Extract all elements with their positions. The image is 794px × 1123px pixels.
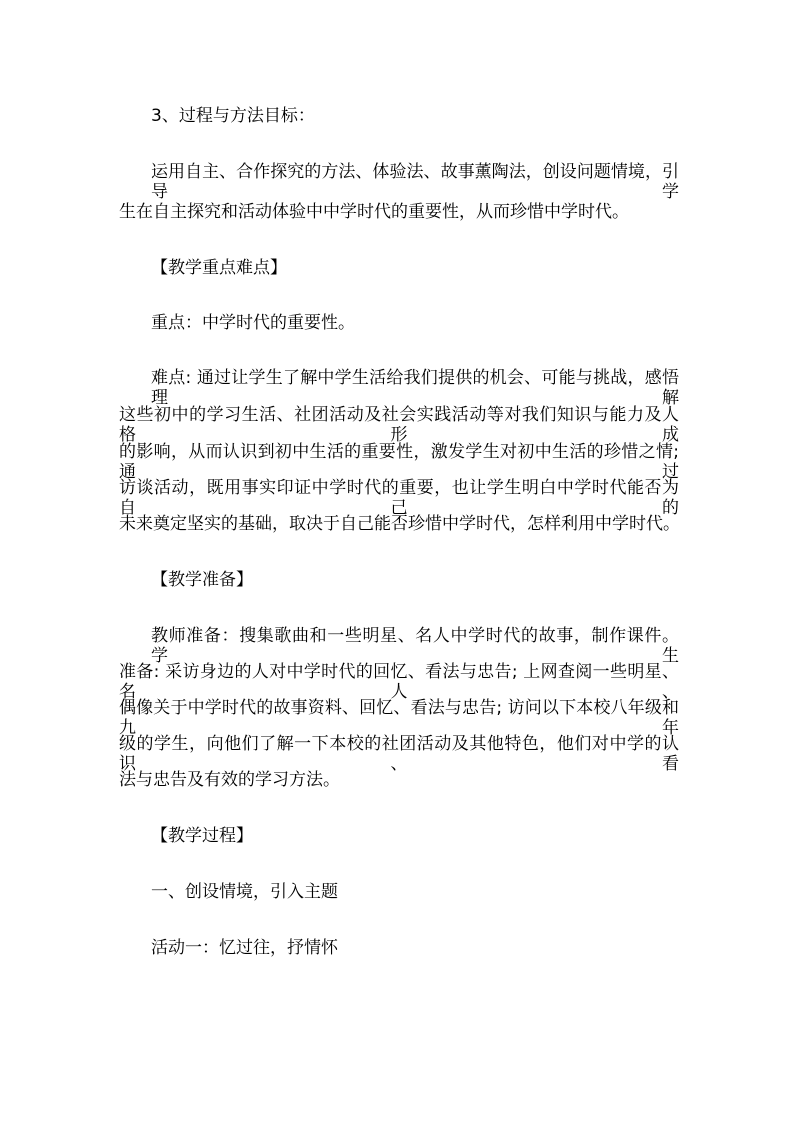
paragraph-line: 准备: 采访身边的人对中学时代的回忆、看法与忠告; 上网查阅一些明星、名人、 <box>119 662 679 702</box>
heading-teaching-preparation: 【教学准备】 <box>151 570 253 590</box>
section-heading-process-method: 3、过程与方法目标： <box>151 106 315 126</box>
paragraph-line: 未来奠定坚实的基础，取决于自己能否珍惜中学时代，怎样利用中学时代。 <box>119 514 680 534</box>
paragraph-line: 教师准备：搜集歌曲和一些明星、名人中学时代的故事，制作课件。 学生 <box>151 626 679 666</box>
paragraph-line: 访谈活动，既用事实印证中学时代的重要，也让学生明白中学时代能否为自己的 <box>119 478 679 518</box>
paragraph-line: 的影响，从而认识到初中生活的重要性，激发学生对初中生活的珍惜之情; 通过 <box>119 442 679 482</box>
paragraph-line: 级的学生，向他们了解一下本校的社团活动及其他特色，他们对中学的认识、看 <box>119 734 679 774</box>
section-create-situation: 一、创设情境，引入主题 <box>151 882 338 902</box>
activity-one-title: 活动一：忆过往，抒情怀 <box>151 938 338 958</box>
heading-key-difficult-points: 【教学重点难点】 <box>151 258 287 278</box>
paragraph-line: 这些初中的学习生活、社团活动及社会实践活动等对我们知识与能力及人格形成 <box>119 405 679 445</box>
paragraph-line: 运用自主、合作探究的方法、体验法、故事薰陶法，创设问题情境，引导学 <box>151 162 679 202</box>
paragraph-line: 生在自主探究和活动体验中中学时代的重要性，从而珍惜中学时代。 <box>119 202 629 222</box>
paragraph-line: 法与忠告及有效的学习方法。 <box>119 770 340 790</box>
heading-teaching-process: 【教学过程】 <box>151 826 253 846</box>
key-point-text: 重点：中学时代的重要性。 <box>151 313 355 333</box>
paragraph-line: 难点: 通过让学生了解中学生活给我们提供的机会、可能与挑战，感悟理解 <box>151 368 679 408</box>
paragraph-line: 偶像关于中学时代的故事资料、回忆、看法与忠告; 访问以下本校八年级和九年 <box>119 698 679 738</box>
